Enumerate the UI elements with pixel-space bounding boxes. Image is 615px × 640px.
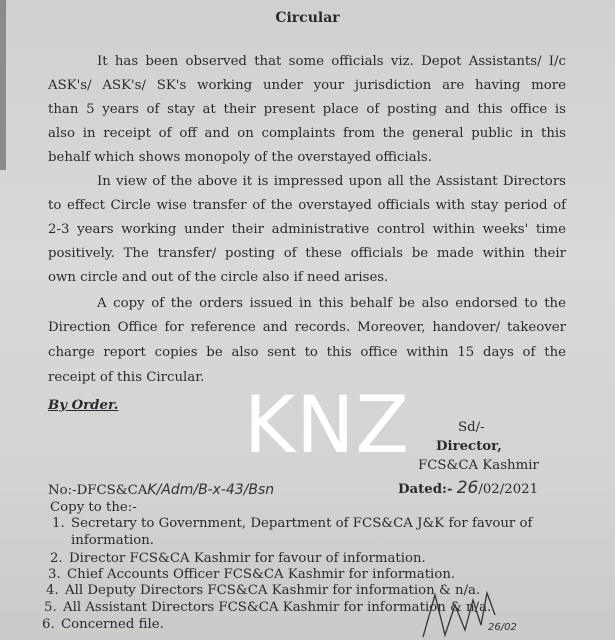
paragraph-line: A copy of the orders issued in this behalf be also endorsed to the (97, 296, 566, 311)
document-title: Circular (275, 10, 340, 26)
signature-sd: Sd/- (458, 420, 485, 435)
reference-number-printed: No:-DFCS&CA (48, 483, 148, 498)
copy-item-number: 6. (42, 617, 55, 632)
paragraph-line: behalf which shows monopoly of the overstayed officials. (48, 150, 432, 165)
paragraph-line: It has been observed that some officials viz. Depot Assistants/ I/c (97, 54, 566, 69)
copy-item-number: 5. (44, 600, 57, 615)
copy-item-text: Secretary to Government, Department of FCS&CA J&K for favour of (71, 516, 533, 531)
paragraph-line: receipt of this Circular. (48, 370, 205, 385)
date (398, 480, 538, 498)
by-order: By Order. (48, 398, 119, 413)
paragraph-line: to effect Circle wise transfer of the overstayed officials with stay period of (48, 198, 566, 213)
paragraph-line: In view of the above it is impressed upon all the Assistant Directors (97, 174, 566, 189)
reference-number-handwritten: K/Adm/B-x-43/Bsn (147, 482, 275, 498)
copy-item-text-continued: information. (71, 533, 155, 548)
date-label: Dated:- (398, 482, 453, 497)
signature-office: FCS&CA Kashmir (418, 458, 539, 473)
copy-item-text: Chief Accounts Officer FCS&CA Kashmir for information. (67, 567, 456, 582)
paragraph-line: Direction Office for reference and records. Moreover, handover/ takeover (48, 320, 566, 335)
initials-date: 26/02 (488, 622, 517, 633)
signature-designation: Director, (436, 439, 502, 454)
copy-item-number: 2. (50, 551, 63, 566)
paragraph-line: also in receipt of off and on complaints from the general public in this (48, 126, 566, 141)
paragraph-line: than 5 years of stay at their present place of posting and this office is (48, 102, 566, 117)
date-day: 26 (456, 478, 479, 498)
paragraph-line: own circle and out of the circle also if need arises. (48, 270, 389, 285)
copy-item-text: All Assistant Directors FCS&CA Kashmir for information & n/a. (63, 600, 492, 615)
paragraph-line: 2-3 years working under their administrative control within weeks' time (48, 222, 566, 237)
reference-number (48, 482, 274, 499)
copy-item-number: 1. (52, 516, 65, 531)
copy-item-number: 4. (46, 583, 59, 598)
copy-item-number: 3. (48, 567, 61, 582)
watermark: KNZ (244, 381, 410, 471)
copy-item-text: Concerned file. (61, 617, 164, 632)
paragraph-line: positively. The transfer/ posting of these officials be made within their (48, 246, 566, 261)
copy-to-label: Copy to the:- (50, 500, 137, 515)
copy-item-text: Director FCS&CA Kashmir for favour of information. (69, 551, 426, 566)
paragraph-line: ASK's/ ASK's/ SK's working under your jurisdiction are having more (48, 78, 566, 93)
date-rest: /02/2021 (478, 482, 539, 497)
paragraph-line: charge report copies be also sent to this office within 15 days of the (48, 345, 566, 360)
copy-item-text: All Deputy Directors FCS&CA Kashmir for information & n/a. (65, 583, 481, 598)
